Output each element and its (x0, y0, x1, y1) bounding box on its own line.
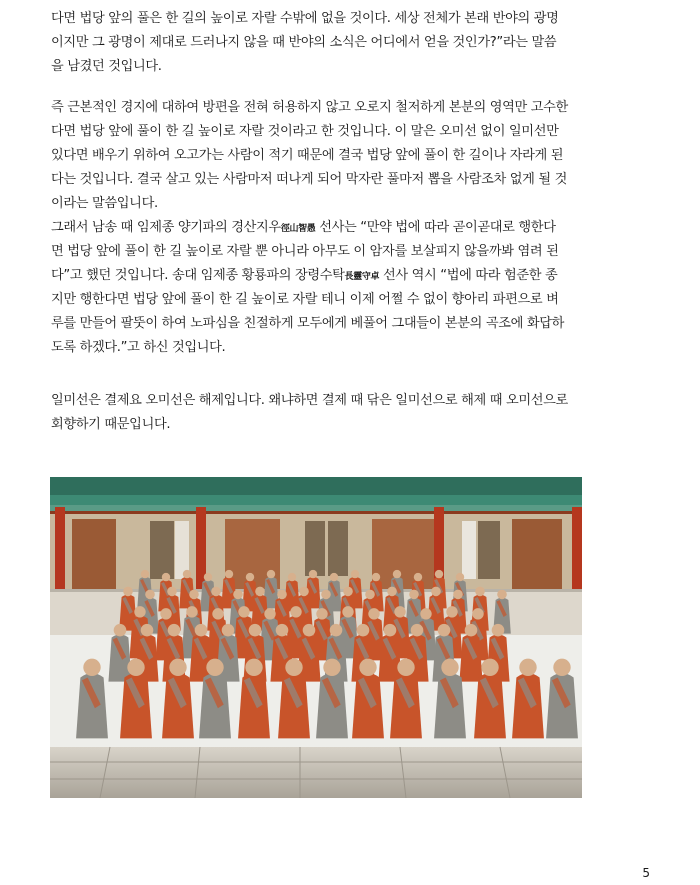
text-line: 면 법당 앞에 풀이 한 길 높이로 자랄 뿐 아니라 아무도 이 암자를 보살피지 않을까봐 염려 된 (51, 244, 559, 259)
door (462, 521, 476, 579)
text-line: 도록 하겠다.”고 하신 것입니다. (51, 340, 226, 355)
line-text: 선사는 “만약 법에 따라 곧이곧대로 행한다 (315, 220, 556, 235)
text-line: 이지만 그 광명이 제대로 드러나지 않을 때 반야의 소식은 어디에서 얻을 것인가?”라는 말씀 (51, 35, 557, 50)
text-line (51, 264, 583, 288)
text-line: 회향하기 때문입니다. (51, 417, 171, 432)
window (150, 521, 174, 579)
text-line: 이라는 말씀입니다. (51, 196, 158, 211)
text-line: 지만 행한다면 법당 앞에 풀이 한 길 높이로 자랄 테니 이제 어쩔 수 없이 향아리 파편으로 벼 (51, 292, 559, 307)
door (72, 519, 116, 589)
text-line: 일미선은 결제요 오미선은 해제입니다. 왜냐하면 결제 때 닦은 일미선으로 해제 때 오미선으로 (51, 393, 568, 408)
monks-group-photo (50, 477, 582, 798)
line-text: 다”고 했던 것입니다. 송대 임제종 황룡파의 장령수탁 (51, 268, 345, 283)
line-text: 그래서 남송 때 임제종 양기파의 경산지우 (51, 220, 281, 235)
text-line: 을 남겼던 것입니다. (51, 59, 162, 74)
page-number: 5 (642, 866, 650, 880)
paragraph-2 (51, 96, 583, 216)
text-line: 다면 법당 앞에 풀이 한 길 높이로 자랄 것이라고 한 것입니다. 이 말은 오미선 없이 일미선만 (51, 124, 559, 139)
paragraph-4 (51, 389, 583, 437)
line-text: 선사 역시 “법에 따라 험준한 종 (379, 268, 558, 283)
door (372, 519, 434, 589)
hanja-name: 徑山智愚 (280, 224, 316, 234)
hanja-name: 長靈守卓 (344, 272, 380, 282)
text-line: 즉 근본적인 경지에 대하여 방편을 전혀 허용하지 않고 오로지 철저하게 본분의 영역만 고수한 (51, 100, 568, 115)
stone-pavement (50, 747, 582, 798)
text-line (51, 216, 583, 240)
text-line: 있다면 배우기 위하여 오고가는 사람이 적기 때문에 결국 법당 앞에 풀이 한 길이나 자라게 된 (51, 148, 564, 163)
paragraph-3 (51, 216, 583, 360)
text-line: 루를 만들어 팔뚯이 하여 노파심을 친절하게 모두에게 베풀어 그대들이 본분의 곡조에 화답하 (51, 316, 565, 331)
roof-eave (50, 477, 582, 495)
window (328, 521, 348, 576)
door (512, 519, 562, 589)
window (478, 521, 500, 579)
window (305, 521, 325, 576)
text-line: 다는 것입니다. 결국 살고 있는 사람마저 떠나게 되어 막자란 풀마저 뽑을 사람조차 없게 될 것 (51, 172, 568, 187)
paragraph-1 (51, 7, 583, 79)
text-line: 다면 법당 앞의 풀은 한 길의 높이로 자랄 수밖에 없을 것이다. 세상 전체가 본래 반야의 광명 (51, 11, 559, 26)
